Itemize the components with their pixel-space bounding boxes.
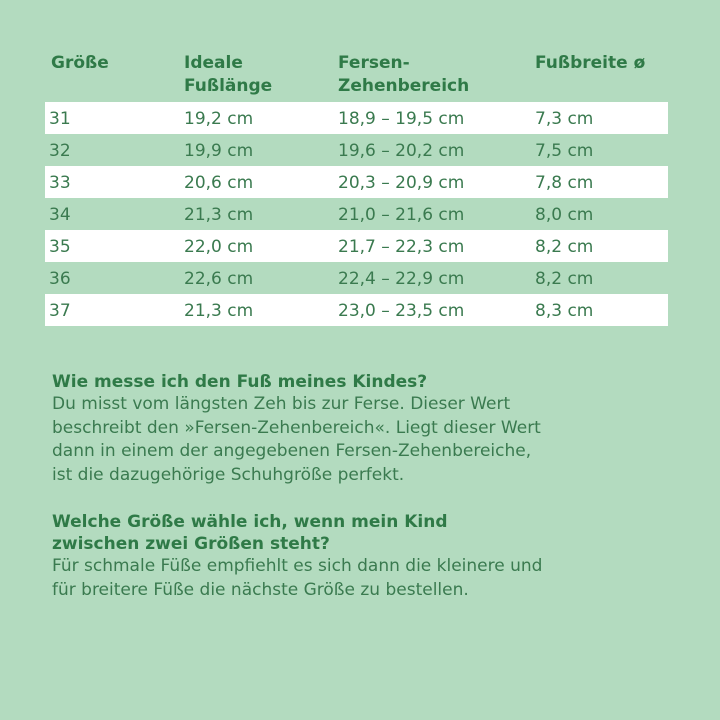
cell-heel-toe-range: 21,0 – 21,6 cm [338,205,465,225]
header-size: Größe [51,53,109,73]
cell-foot-width: 8,3 cm [535,301,594,321]
cell-foot-width: 8,0 cm [535,205,594,225]
cell-foot-width: 8,2 cm [535,269,594,289]
faq-question: Wie messe ich den Fuß meines Kindes? [52,372,428,392]
size-table [45,102,668,326]
cell-foot-length: 21,3 cm [184,301,254,321]
faq-answer: Du misst vom längsten Zeh bis zur Ferse. Dieser Wert beschreibt den »Fersen-Zehenbereich«. Liegt dieser Wert dann in einem der angegebenen Fersen-Zehenbereiche, ist die dazugehörige Schuhgröße perfekt. [52,394,541,485]
table-row [45,262,668,294]
table-row [45,134,668,166]
table-row [45,294,668,326]
header-heel-toe-range: Fersen- Zehenbereich [338,53,470,96]
faq-between-sizes [52,511,672,602]
faq-answer: Für schmale Füße empfiehlt es sich dann die kleinere und für breitere Füße die nächste Größe zu bestellen. [52,556,543,600]
cell-foot-length: 22,0 cm [184,237,254,257]
cell-size: 36 [49,269,71,289]
cell-foot-width: 7,3 cm [535,109,594,129]
table-row [45,198,668,230]
cell-size: 32 [49,141,71,161]
table-row [45,166,668,198]
cell-foot-width: 7,5 cm [535,141,594,161]
cell-heel-toe-range: 23,0 – 23,5 cm [338,301,465,321]
table-header [0,52,720,102]
cell-foot-length: 21,3 cm [184,205,254,225]
table-row [45,230,668,262]
cell-heel-toe-range: 19,6 – 20,2 cm [338,141,465,161]
cell-size: 34 [49,205,71,225]
header-foot-length: Ideale Fußlänge [184,53,273,96]
cell-size: 33 [49,173,71,193]
cell-foot-length: 20,6 cm [184,173,254,193]
cell-size: 35 [49,237,71,257]
cell-size: 31 [49,109,71,129]
cell-foot-length: 19,2 cm [184,109,254,129]
cell-heel-toe-range: 22,4 – 22,9 cm [338,269,465,289]
cell-foot-width: 8,2 cm [535,237,594,257]
cell-heel-toe-range: 20,3 – 20,9 cm [338,173,465,193]
cell-foot-width: 7,8 cm [535,173,594,193]
cell-foot-length: 22,6 cm [184,269,254,289]
cell-foot-length: 19,9 cm [184,141,254,161]
faq-measure [52,371,672,487]
table-row [45,102,668,134]
faq-question: Welche Größe wähle ich, wenn mein Kind zwischen zwei Größen steht? [52,512,448,554]
cell-size: 37 [49,301,71,321]
cell-heel-toe-range: 18,9 – 19,5 cm [338,109,465,129]
header-foot-width: Fußbreite ø [535,53,646,73]
cell-heel-toe-range: 21,7 – 22,3 cm [338,237,465,257]
